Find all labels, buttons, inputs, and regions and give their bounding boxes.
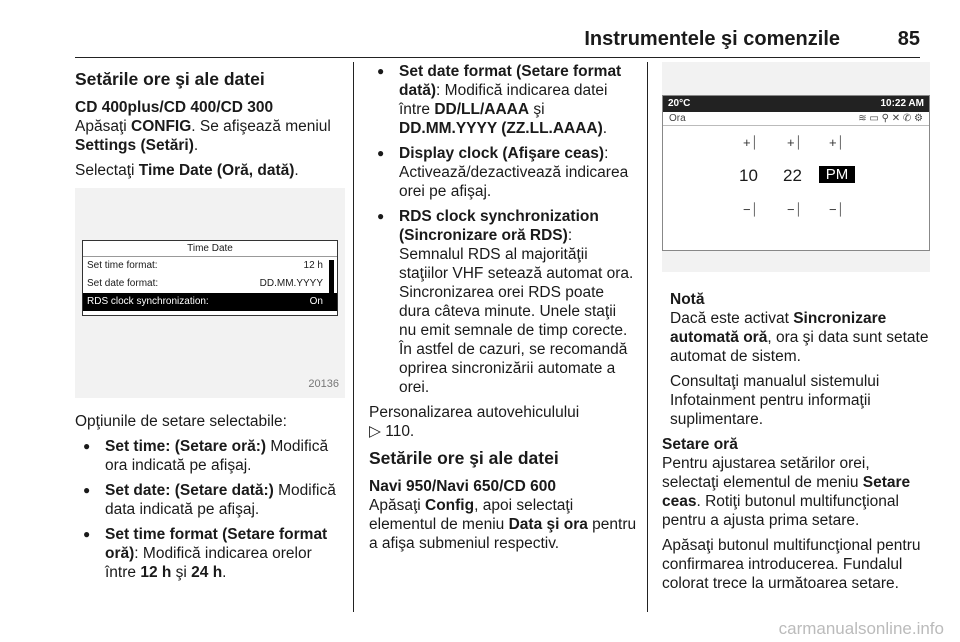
paragraph: Consultaţi manualul sistemului Infotainment pentru informaţii suplimentare. — [670, 373, 880, 428]
ampm-value: PM — [819, 166, 855, 183]
paragraph: Pentru ajustarea setărilor orei, selectaţi elementul de meniu Setare ceas. Rotiţi butonul multifuncţional pentru a ajusta prima setare. — [662, 455, 911, 529]
column-divider — [353, 62, 354, 612]
paragraph: Opţiunile de setare selectabile: — [75, 413, 287, 430]
column-3 — [662, 62, 930, 599]
increase-arrow-icon: +⏐ — [743, 135, 758, 150]
menu-row: Set time format: 12 h — [87, 260, 323, 271]
page-header — [75, 22, 920, 58]
section-heading: Setările ore şi ale datei — [369, 448, 559, 468]
paragraph: Apăsaţi Config, apoi selectaţi elementul de meniu Data şi ora pentru a afişa submeniul respectiv. — [369, 497, 637, 552]
bullet-item: ● Set date: (Setare dată:) Modifică data indicată pe afişaj. — [75, 481, 345, 519]
display-screen — [82, 240, 338, 316]
column-divider — [647, 62, 648, 612]
paragraph: Apăsaţi CONFIG. Se afişează meniul Settings (Setări). — [75, 118, 331, 154]
paragraph: Dacă este activat Sincronizare automată oră, ora şi data sunt setate automat de sistem. — [670, 310, 929, 365]
watermark: carmanualsonline.info — [778, 619, 944, 638]
navi-screen — [662, 95, 930, 251]
page-reference[interactable]: ▷ 110. — [369, 423, 415, 440]
figure-number: 20136 — [308, 378, 339, 390]
subsection-heading: CD 400plus/CD 400/CD 300 — [75, 99, 274, 116]
decrease-arrow-icon: −⏐ — [787, 202, 802, 217]
note-box — [662, 272, 930, 429]
bullet-item: ● Set time format (Setare format oră): Modifică indicarea orelor între 12 h şi 24 h. — [75, 525, 345, 582]
status-icons: ≋ ▭ ⚲ ✕ ✆ ⚙ — [858, 113, 923, 124]
scrollbar — [329, 260, 334, 296]
page-number: 85 — [897, 28, 920, 50]
bullet-item: ● RDS clock synchronization (Sincronizare oră RDS): Semnalul RDS al majorităţii staţiilor VHF setează automat ora. Sincronizarea orei RDS poate dura câteva minute. Unele staţii nu emit semnale de timp corecte. În astfel de cazuri, se recomandă oprirea sincronizării automate a orei. — [369, 207, 637, 397]
increase-arrow-icon: +⏐ — [787, 135, 802, 150]
decrease-arrow-icon: −⏐ — [829, 202, 844, 217]
paragraph: Selectaţi Time Date (Oră, dată). — [75, 162, 299, 179]
menu-row: Set date format: DD.MM.YYYY — [87, 278, 323, 289]
navi-clock-figure — [662, 62, 930, 272]
bullet-item: ● Display clock (Afişare ceas): Activează/dezactivează indicarea orei pe afişaj. — [369, 144, 637, 201]
status-bar: 20°C 10:22 AM — [663, 96, 929, 112]
hour-value: 10 — [739, 166, 758, 185]
screen-subtitle-bar: Ora ≋ ▭ ⚲ ✕ ✆ ⚙ — [663, 112, 929, 126]
subsection-heading: Setare oră — [662, 436, 738, 453]
minute-value: 22 — [783, 166, 802, 185]
bullet-item: ● Set time: (Setare oră:) Modifică ora indicată pe afişaj. — [75, 437, 345, 475]
column-1 — [75, 62, 345, 588]
increase-arrow-icon: +⏐ — [829, 135, 844, 150]
paragraph: Apăsaţi butonul multifuncţional pentru confirmarea introducerea. Fundalul colorat trece la următoarea setare. — [662, 537, 921, 592]
decrease-arrow-icon: −⏐ — [743, 202, 758, 217]
section-heading: Setările ore şi ale datei — [75, 69, 265, 89]
screen-title: Time Date — [83, 241, 337, 257]
subsection-heading: Navi 950/Navi 650/CD 600 — [369, 478, 556, 495]
column-2 — [369, 62, 637, 559]
section-title: Instrumentele şi comenzile — [584, 28, 840, 50]
menu-row-selected: RDS clock synchronization: On — [83, 293, 337, 311]
note-title: Notă — [670, 291, 705, 308]
bullet-item: ● Set date format (Setare format dată): Modifică indicarea datei între DD/LL/AAAA şi DD.MM.YYYY (ZZ.LL.AAAA). — [369, 62, 637, 138]
time-date-figure — [75, 188, 345, 398]
paragraph: Personalizarea autovehiculului ▷ 110. — [369, 404, 580, 440]
